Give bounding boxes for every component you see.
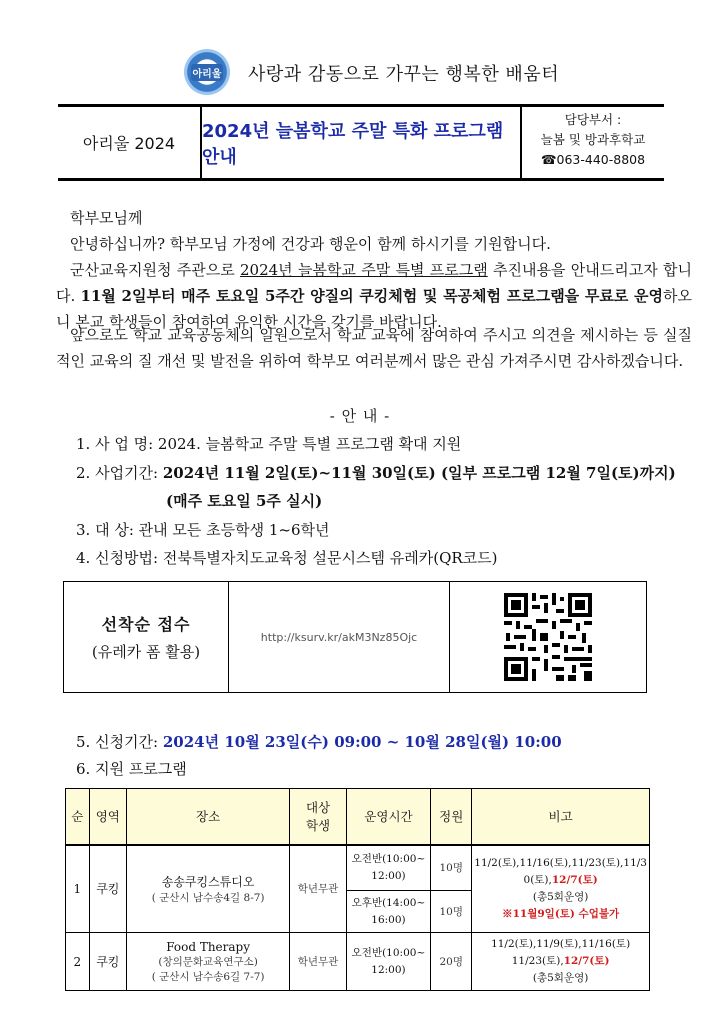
col-header-note: 비고 [472, 789, 650, 845]
row1-time-pm: 오후반(14:00~ 16:00) [346, 891, 430, 933]
col-header-area: 영역 [89, 789, 126, 845]
row1-note [472, 845, 650, 933]
school-motto: 사랑과 감동으로 가꾸는 행복한 배움터 [248, 64, 560, 85]
notice-heading: - 안 내 - [329, 407, 391, 425]
item-project-period [76, 461, 676, 485]
phone-number: ☎063-440-8808 [540, 152, 646, 167]
row2-cap-am: 20명 [431, 933, 472, 991]
row1-dates: 11/2(토),11/16(토),11/23(토),11/3 0(토), [474, 856, 647, 886]
col-header-place: 장소 [126, 789, 289, 845]
row1-session-count: (총5회운영) [532, 890, 589, 903]
header-bottom-rule [58, 178, 664, 181]
qr-cell [450, 582, 646, 692]
item-apply-method: 4. 신청방법: 전북특별자치도교육청 설문시스템 유레카(QR코드) [76, 549, 498, 567]
target-header-text: 대상 학생 [305, 800, 331, 834]
dept-label: 담당부서 : [564, 112, 622, 127]
p2-text-c: 하오니 본교 학생들이 참여하여 유익한 시간을 갖기를 바랍니다. [56, 287, 692, 331]
header-contact [522, 110, 664, 170]
apply-period-label: 5. 신청기간: [76, 733, 163, 751]
qr-signup-box [63, 581, 647, 693]
row2-no: 2 [66, 933, 90, 991]
item-target: 3. 대 상: 관내 모든 초등학생 1~6학년 [76, 521, 330, 539]
col-header-target [290, 789, 346, 845]
p2-text-b: 추진내용을 안내드리고자 합니다. [56, 261, 692, 305]
greeting: 학부모님께 [70, 209, 143, 227]
signup-link[interactable]: http://ksurv.kr/akM3Nz85Ojc [229, 582, 450, 692]
school-logo [184, 49, 230, 95]
table-row [66, 933, 650, 991]
row1-warning: ※11월9일(토) 수업불가 [502, 907, 620, 920]
apply-period-value: 2024년 10월 23일(수) 09:00 ~ 10월 28일(월) 10:00 [162, 733, 562, 751]
row2-extra-date: 12/7(토) [563, 955, 610, 967]
row2-place-addr: ( 군산시 남수송6길 7-7) [151, 970, 265, 983]
row1-time-am: 오전반(10:00~ 12:00) [346, 845, 430, 891]
item-programs: 6. 지원 프로그램 [76, 760, 187, 778]
table-header-row [66, 789, 650, 845]
row1-cap-am: 10명 [431, 845, 472, 891]
eureka-form-label: (유레카 폼 활용) [91, 643, 201, 661]
p2-text-a: 군산교육지원청 주관으로 [70, 261, 240, 279]
row2-dates: 11/2(토),11/9(토),11/16(토) 11/23(토), [491, 938, 631, 967]
p2-bold: 11월 2일부터 매주 토요일 5주간 양질의 쿠킹체험 및 목공체험 프로그램을 무료로 운영 [80, 287, 664, 305]
row1-extra-date: 12/7(토) [551, 873, 598, 886]
row2-area: 쿠킹 [89, 933, 126, 991]
row2-time-am: 오전반(10:00~ 12:00) [346, 933, 430, 991]
item-project-name: 1. 사 업 명: 2024. 늘봄학교 주말 특별 프로그램 확대 지원 [76, 435, 462, 453]
row1-place [126, 845, 289, 933]
p2-underlined: 2024년 늘봄학교 주말 특별 프로그램 [239, 261, 488, 279]
row1-place-addr: ( 군산시 남수송4길 8-7) [151, 891, 265, 904]
row1-no: 1 [66, 845, 90, 933]
row1-area: 쿠킹 [89, 845, 126, 933]
row2-place [126, 933, 289, 991]
period-value: 2024년 11월 2일(토)~11월 30일(토) (일부 프로그램 12월 7일(토)까지) [162, 464, 676, 482]
dept-name: 늘봄 및 방과후학교 [540, 132, 646, 147]
program-table [65, 788, 650, 991]
row1-place-name: 송송쿠킹스튜디오 [161, 874, 255, 889]
row1-target: 학년무관 [290, 845, 346, 933]
row2-note [472, 933, 650, 991]
col-header-time: 운영시간 [346, 789, 430, 845]
header-school-year: 아리울 2024 [82, 134, 176, 153]
period-sub: (매주 토요일 5주 실시) [166, 492, 323, 510]
table-row [66, 845, 650, 891]
col-header-no: 순 [66, 789, 90, 845]
logo-text: 아리울 [191, 64, 224, 81]
col-header-capacity: 정원 [431, 789, 472, 845]
item-apply-period [76, 730, 562, 754]
row2-session-count: (총5회운영) [532, 972, 589, 984]
row2-place-org: (창의문화교육연구소) [158, 955, 258, 968]
row2-target: 학년무관 [290, 933, 346, 991]
first-come-label: 선착순 접수 [101, 615, 191, 634]
qr-label-cell [64, 582, 229, 692]
qr-code-icon[interactable] [502, 591, 594, 683]
paragraph-3: 앞으로도 학교 교육공동체의 일원으로서 학교 교육에 참여하여 주시고 의견을 제시하는 등 실질적인 교육의 질 개선 및 발전을 위하여 학부모 여러분께서 많은 관심 가져주시면 감사하겠습니다. [56, 326, 692, 370]
paragraph-1: 안녕하십니까? 학부모님 가정에 건강과 행운이 함께 하시기를 기원합니다. [70, 235, 551, 253]
page-title: 2024년 늘봄학교 주말 특화 프로그램 안내 [200, 107, 522, 178]
row2-place-name: Food Therapy [166, 939, 251, 954]
period-label: 2. 사업기간: [76, 464, 163, 482]
row1-cap-pm: 10명 [431, 891, 472, 933]
